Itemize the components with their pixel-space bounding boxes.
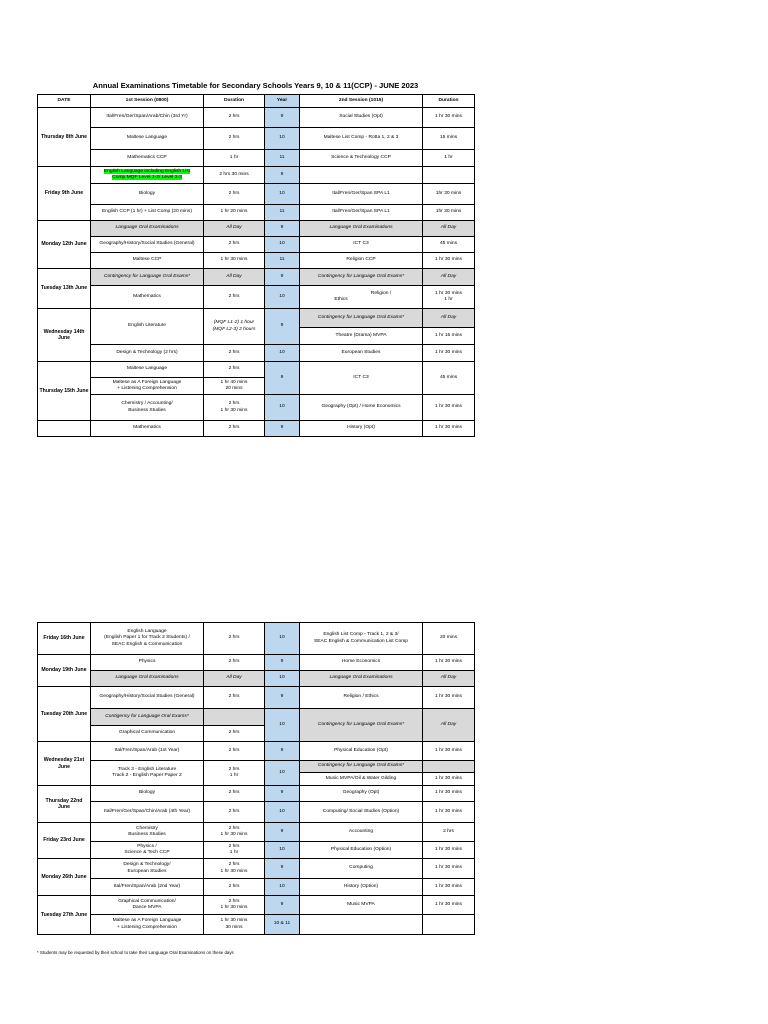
duration-1-cell: 2 hrs [204,421,265,437]
table-row [38,842,475,859]
year-cell: 10 [265,761,300,786]
session-2-cell: History (Opt) [300,421,423,437]
duration-2-cell: 1 hr 30 mins [423,655,475,671]
session-2-cell: Contingency for Language Oral Exams* [300,309,423,328]
table-row [38,167,475,184]
table-row [38,879,475,896]
year-cell: 11 [265,205,300,221]
session-1-cell: Contingency for Language Oral Exams* [91,269,204,286]
duration-1-cell [204,378,265,395]
table-row [38,761,475,773]
duration-1-line: 20 mins [225,386,243,391]
session-1-cell: English Literature [91,309,204,345]
duration-1-line: 1 hr 30 mins [220,868,248,874]
year-cell: 10 [265,709,300,742]
session-2-cell: Religion CCP [300,253,423,269]
table-row [38,671,475,687]
duration-2-cell: 1hr 30 mins [423,184,475,205]
duration-2-cell: 45 mins [423,237,475,253]
duration-1-line: (MQF L1-2) 1 hour [213,320,255,326]
duration-1-cell: 2 hrs [204,237,265,253]
header-duration-1: Duration [204,95,265,108]
duration-1-line: (MQF L2-3) 2 hours [212,326,256,332]
duration-1-cell [204,859,265,879]
duration-2-line: 1 hr [444,297,453,302]
duration-2-cell: 1 hr 30 mins [423,345,475,362]
duration-1-line: 2 hrs [228,401,240,407]
year-cell: 10 [265,395,300,421]
session-1-line: SEAC English & Communication [111,641,183,647]
header-row [38,95,475,108]
session-1-line: Business Studies [128,407,166,413]
session-1-cell [91,842,204,859]
session-1-cell: Biology [91,786,204,802]
session-1-cell: Geography/History/Social Studies (General) [91,687,204,709]
table-row [38,395,475,421]
date-cell: Thursday 8th June [38,108,91,167]
session-1-cell: Physics [91,655,204,671]
duration-1-cell: All Day [204,221,265,237]
duration-1-cell: 2 hrs [204,802,265,823]
table-row [38,421,475,437]
duration-2-cell: 1 hr 30 mins [423,859,475,879]
duration-1-cell [204,761,265,786]
year-cell: 10 [265,286,300,309]
duration-1-cell: 2 hrs [204,655,265,671]
session-2-cell: Geography (Opt) [300,786,423,802]
session-2-cell: Maltese List Comp - Rotta 1, 2 & 3 [300,128,423,150]
duration-2-cell: 45 mins [423,362,475,395]
duration-1-cell: 2 hrs [204,362,265,378]
session-2-cell: Science & Technology CCP [300,150,423,167]
year-cell: 9 [265,859,300,879]
session-1-line: European Studies [127,868,167,874]
year-cell: 10 [265,802,300,823]
table-row [38,205,475,221]
duration-1-cell [204,842,265,859]
session-1-cell [91,915,204,935]
year-cell: 10 [265,128,300,150]
session-2-cell: Ital/Fren/Ger/Span SPA L1 [300,184,423,205]
footnote: * Students may be requested by their school to take their Language Oral Examinations on these days [37,950,234,955]
table-row [38,687,475,709]
session-1-cell [91,859,204,879]
session-1-line: Maltese as A Foreign Language [112,379,182,385]
duration-1-line: 1 hr 30 mins [220,832,248,837]
duration-2-cell: 1 hr 30 mins [423,896,475,915]
session-2-cell: Religion / Ethics [300,687,423,709]
table-row [38,221,475,237]
header-date: DATE [38,95,91,108]
session-1-cell: Biology [91,184,204,205]
duration-1-cell: All Day [204,671,265,687]
session-2-cell: ICT C3 [300,237,423,253]
session-2-cell: Contingency for Language Oral Exams* [300,269,423,286]
duration-1-cell: All Day [204,269,265,286]
date-cell: Friday 9th June [38,167,91,221]
year-cell: 10 [265,842,300,859]
duration-2-cell: All Day [423,309,475,328]
duration-1-line: 1 hr [229,850,239,855]
table-row [38,623,475,655]
session-1-line: Business Studies [128,832,166,837]
year-cell: 9 [265,269,300,286]
highlighted-text: English Language including English List [103,168,191,174]
session-1-line: Track 3 - English Literature [117,766,177,772]
session-1-line: (English Paper 1 for Track 2 Students) / [104,635,190,641]
table-row [38,802,475,823]
session-2-cell: History (Option) [300,879,423,896]
session-2-cell: Music MVPA/Oil & Water Gilding [300,773,423,786]
duration-1-cell [204,395,265,421]
duration-1-cell [204,709,265,726]
session-2-cell: Music MVPA [300,896,423,915]
session-1-line: Graphical Communication/ [118,898,176,904]
duration-1-cell: 1 hr 30 mins [204,253,265,269]
duration-2-cell: 1 hr [423,150,475,167]
year-cell: 9 [265,742,300,761]
duration-2-cell: 20 mins [423,623,475,655]
duration-2-cell: 2 hrs [423,823,475,842]
year-cell: 9 [265,655,300,671]
duration-1-cell: 2 hrs [204,184,265,205]
duration-1-line: 2 hrs [228,843,240,849]
session-1-cell: Ital/Fren/Ger/Span/Arab/Chin (3rd Yr) [91,108,204,128]
session-2-cell: Physical Education (Opt) [300,742,423,761]
session-1-cell: Geography/History/Social Studies (General) [91,237,204,253]
duration-1-cell: 1 hr 20 mins [204,205,265,221]
session-1-cell: Maltese Language [91,128,204,150]
table-row [38,345,475,362]
session-1-cell: Ital/Fren/Span/Arab (1st Year) [91,742,204,761]
session-1-line: Dance MVPA [132,905,162,910]
session-1-line: + Listening Comprehension [117,386,177,391]
session-1-cell: English CCP (1 hr) + List Comp (20 mins) [91,205,204,221]
session-1-cell [91,761,204,786]
date-cell: Monday 19th June [38,655,91,687]
date-cell: Monday 26th June [38,859,91,896]
table-row [38,150,475,167]
session-2-cell: Contingency for Language Oral Exams* [300,709,423,742]
session-2-cell: Ital/Fren/Ger/Span SPA L1 [300,205,423,221]
table-row [38,269,475,286]
year-cell: 10 [265,671,300,687]
timetable-part-2 [37,622,475,935]
duration-2-cell: All Day [423,709,475,742]
duration-2-cell: All Day [423,269,475,286]
duration-1-cell: 2 hrs [204,128,265,150]
duration-1-line: 1 hr [229,773,239,778]
session-1-cell [91,896,204,915]
year-cell: 10 [265,623,300,655]
session-1-line: Science & Tech CCP [124,850,170,855]
duration-2-cell [423,761,475,773]
session-1-line: Physics / [137,843,157,849]
table-row [38,786,475,802]
duration-2-cell: 1 hr 30 mins [423,773,475,786]
session-1-cell [91,167,204,184]
session-1-cell: Mathematics [91,286,204,309]
year-cell: 11 [265,150,300,167]
date-cell: Thursday 22nd June [38,786,91,823]
session-2-line: SEAC English & Communication List Comp [313,638,409,644]
session-2-cell: Contingency for Language Oral Exams* [300,761,423,773]
year-cell: 9 [265,421,300,437]
duration-1-line: 2 hrs [228,766,240,772]
session-2-line: Religion / [370,290,392,296]
session-1-line: Maltese as A Foreign Language [112,918,182,924]
duration-1-cell: 1 hr [204,150,265,167]
header-session-2: 2nd Session (1015) [300,95,423,108]
session-1-line: Design & Technology/ [123,862,171,868]
table-row [38,253,475,269]
duration-2-cell: All Day [423,221,475,237]
session-2-cell [300,623,423,655]
session-1-cell [91,378,204,395]
duration-1-cell: 2 hrs [204,786,265,802]
duration-1-line: 2 hrs [228,898,240,904]
session-1-cell [91,395,204,421]
session-1-cell: Graphical Communication [91,726,204,742]
date-cell: Tuesday 13th June [38,269,91,309]
session-2-cell: Home Economics [300,655,423,671]
duration-1-cell: 2 hrs [204,742,265,761]
session-2-cell: Computing [300,859,423,879]
duration-2-cell: 15 mins [423,128,475,150]
duration-1-line: 1 hr 30 mins [220,905,248,910]
session-1-line: Chemistry / Accounting/ [121,401,173,407]
session-2-cell: European Studies [300,345,423,362]
duration-1-cell: 2 hrs [204,345,265,362]
session-1-cell: Design & Technology (2 hrs) [91,345,204,362]
duration-2-cell: 1 hr 30 mins [423,421,475,437]
duration-2-cell: 1 hr 30 mins [423,742,475,761]
duration-2-cell: All Day [423,671,475,687]
date-cell: Friday 23rd June [38,823,91,859]
session-2-line: Ethics [334,297,348,302]
year-cell: 9 [265,221,300,237]
year-cell: 10 [265,879,300,896]
session-2-cell [300,915,423,935]
session-1-cell [91,823,204,842]
session-2-cell: ICT C3 [300,362,423,395]
table-row [38,128,475,150]
session-1-cell: Mathematics CCP [91,150,204,167]
session-1-cell [91,623,204,655]
year-cell: 9 [265,362,300,395]
table-row [38,362,475,378]
table-row [38,309,475,328]
duration-1-cell [204,823,265,842]
session-2-cell: Computing/ Social Studies (Option) [300,802,423,823]
duration-1-cell: 2 hrs [204,726,265,742]
duration-1-line: 1 hr 40 mins [220,379,248,385]
duration-2-cell: 1 hr 30 mins [423,802,475,823]
date-cell: Monday 12th June [38,221,91,269]
date-cell: Tuesday 20th June [38,687,91,742]
session-1-cell: Ital/Fren/Span/Arab (2nd Year) [91,879,204,896]
duration-1-cell [204,309,265,345]
table-row [38,823,475,842]
duration-2-cell: 1hr 30 mins [423,205,475,221]
duration-2-cell: 1 hr 30 mins [423,842,475,859]
session-1-cell: Mathematics [91,421,204,437]
duration-2-cell [423,167,475,184]
header-duration-2: Duration [423,95,475,108]
session-2-line: English List Comp - Track 1, 2 & 3/ [323,632,399,638]
session-1-cell: Language Oral Examinations [91,221,204,237]
year-cell: 11 [265,253,300,269]
highlighted-text: Comp MQF Level 1-2/ Level 2-3 [112,175,182,180]
duration-1-cell: 2 hrs [204,879,265,896]
date-cell: Friday 16th June [38,623,91,655]
year-cell: 9 [265,823,300,842]
session-2-cell: Theatre (Drama) MVPA [300,328,423,345]
duration-1-cell: 2 hrs [204,623,265,655]
duration-1-line: 1 hr 30 mins [220,918,248,924]
duration-1-cell [204,896,265,915]
session-1-cell: Maltese CCP [91,253,204,269]
duration-1-line: 1 hr 30 mins [220,407,248,413]
duration-2-cell: 1 hr 30 mins [423,786,475,802]
table-row [38,915,475,935]
duration-1-cell: 2 hrs 30 mins [204,167,265,184]
session-2-cell: Physical Education (Option) [300,842,423,859]
date-cell: Wednesday 21st June [38,742,91,786]
session-2-cell [300,286,423,309]
session-1-cell: Language Oral Examinations [91,671,204,687]
table-row [38,709,475,726]
table-row [38,286,475,309]
duration-2-cell [423,915,475,935]
year-cell: 9 [265,309,300,345]
session-1-line: English Language [127,629,167,635]
duration-1-cell [204,915,265,935]
duration-1-cell: 2 hrs [204,286,265,309]
date-cell: Thursday 15th June [38,362,91,421]
date-cell: Tuesday 27th June [38,896,91,935]
header-year: Year [265,95,300,108]
duration-2-cell: 1 hr 30 mins [423,395,475,421]
timetable-part-1 [37,94,475,437]
session-2-cell: Geography (Opt) / Home Economics [300,395,423,421]
year-cell: 9 [265,896,300,915]
session-1-cell: Contigency for Language Oral Exams* [91,709,204,726]
table-row [38,184,475,205]
session-2-cell: Social Studies (Opt) [300,108,423,128]
duration-2-cell: 1 hr 15 mins [423,328,475,345]
timetable-title: Annual Examinations Timetable for Secondary Schools Years 9, 10 & 11(CCP) - JUNE 2023 [92,81,419,90]
duration-2-line: 1 hr 30 mins [435,290,462,296]
year-cell: 9 [265,167,300,184]
date-cell: Wednesday 14th June [38,309,91,362]
duration-1-cell: 2 hrs [204,108,265,128]
year-cell: 9 [265,687,300,709]
session-2-cell [300,167,423,184]
duration-2-cell [423,286,475,309]
year-cell: 9 [265,108,300,128]
table-row [38,896,475,915]
date-cell [38,421,91,437]
table-row [38,655,475,671]
session-1-line: + Listening Comprehension [117,924,177,930]
header-session-1: 1st Session (0800) [91,95,204,108]
table-row [38,237,475,253]
year-cell: 10 [265,345,300,362]
year-cell: 10 & 11 [265,915,300,935]
session-2-cell: Language Oral Examinations [300,671,423,687]
session-1-cell: Maltese Language [91,362,204,378]
table-row [38,742,475,761]
duration-1-line: 30 mins [225,924,243,930]
duration-2-cell: 1 hr 30 mins [423,253,475,269]
duration-2-cell: 1 hr 30 mins [423,687,475,709]
year-cell: 9 [265,786,300,802]
duration-2-cell: 1 hr 30 mins [423,108,475,128]
session-1-line: Track 2 - English Paper Paper 2 [112,773,182,778]
duration-1-line: 2 hrs [228,862,240,868]
table-row [38,859,475,879]
session-2-cell: Language Oral Examinations [300,221,423,237]
duration-2-cell: 1 hr 30 mins [423,879,475,896]
duration-1-line: 2 hrs [228,825,240,831]
session-1-line: Chemistry [135,825,158,831]
year-cell: 10 [265,184,300,205]
session-1-cell: Ital/Fren/Ger/Span/Chin/Arab (4th Year) [91,802,204,823]
year-cell: 10 [265,237,300,253]
table-row [38,108,475,128]
duration-1-cell: 2 hrs [204,687,265,709]
session-2-cell: Accounting [300,823,423,842]
